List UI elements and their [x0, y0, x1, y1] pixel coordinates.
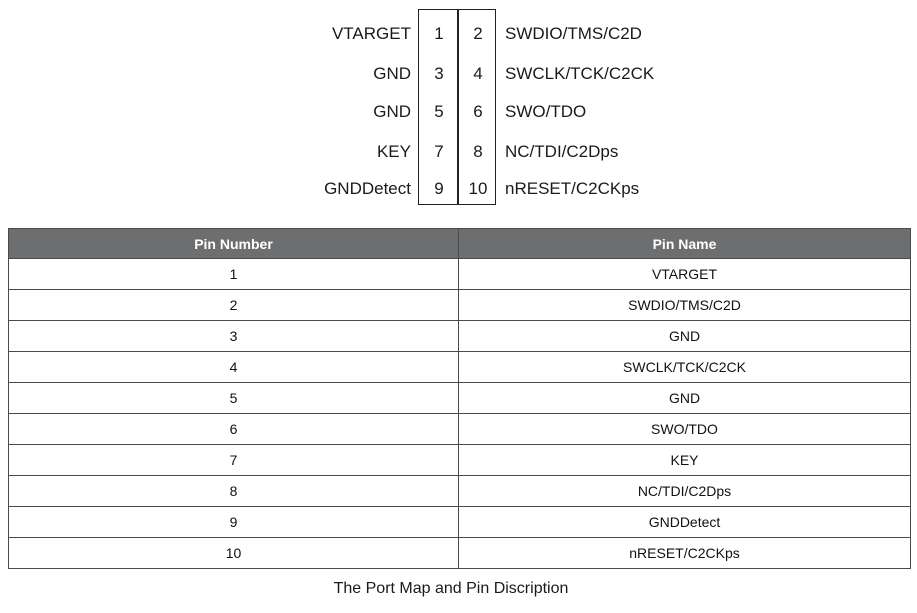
pin-9-number: 9 — [434, 179, 444, 198]
pin-5-number: 5 — [434, 102, 444, 121]
table-row — [9, 414, 911, 445]
pin-name-cell: SWCLK/TCK/C2CK — [459, 352, 911, 383]
pin-row-3-4 — [0, 54, 917, 93]
table-row — [9, 445, 911, 476]
table-row — [9, 507, 911, 538]
pin-1-number: 1 — [434, 24, 444, 43]
table-row — [9, 383, 911, 414]
connector-pinout-diagram — [0, 9, 917, 207]
pin-4-label: SWCLK/TCK/C2CK — [505, 64, 655, 83]
pin-name-cell: SWO/TDO — [459, 414, 911, 445]
table-row — [9, 352, 911, 383]
pin-number-cell: 9 — [9, 507, 459, 538]
pin-number-cell: 5 — [9, 383, 459, 414]
pin-number-cell: 2 — [9, 290, 459, 321]
column-header-pin-number: Pin Number — [9, 229, 459, 259]
pin-7-number: 7 — [434, 142, 444, 161]
table-row — [9, 290, 911, 321]
pin-4-number: 4 — [473, 64, 483, 83]
pin-10-number: 10 — [468, 179, 488, 198]
pin-row-7-8 — [0, 132, 917, 171]
pin-name-cell: nRESET/C2CKps — [459, 538, 911, 569]
pin-name-cell: SWDIO/TMS/C2D — [459, 290, 911, 321]
pin-number-cell: 6 — [9, 414, 459, 445]
pin-7-label: KEY — [376, 142, 411, 161]
pin-row-1-2 — [0, 14, 917, 53]
figure-caption: The Port Map and Pin Discription — [333, 580, 569, 597]
pin-6-label: SWO/TDO — [505, 102, 587, 121]
pin-8-number: 8 — [473, 142, 483, 161]
pin-2-label: SWDIO/TMS/C2D — [505, 24, 642, 43]
pin-3-number: 3 — [434, 64, 444, 83]
pin-number-cell: 7 — [9, 445, 459, 476]
pin-description-table — [8, 228, 911, 569]
pin-name-cell: NC/TDI/C2Dps — [459, 476, 911, 507]
pin-number-cell: 4 — [9, 352, 459, 383]
pin-row-9-10 — [0, 169, 917, 208]
pin-name-cell: KEY — [459, 445, 911, 476]
table-row — [9, 259, 911, 290]
pin-row-5-6 — [0, 92, 917, 131]
table-row — [9, 321, 911, 352]
pin-6-number: 6 — [473, 102, 483, 121]
pin-number-cell: 8 — [9, 476, 459, 507]
pin-name-cell: VTARGET — [459, 259, 911, 290]
pin-name-cell: GNDDetect — [459, 507, 911, 538]
pin-2-number: 2 — [473, 24, 483, 43]
table-row — [9, 538, 911, 569]
pin-3-label: GND — [373, 64, 411, 83]
pin-8-label: NC/TDI/C2Dps — [505, 142, 619, 161]
table-row — [9, 476, 911, 507]
pin-1-label: VTARGET — [331, 24, 411, 43]
pin-5-label: GND — [373, 102, 411, 121]
pin-name-cell: GND — [459, 383, 911, 414]
column-header-pin-name: Pin Name — [459, 229, 911, 259]
pin-name-cell: GND — [459, 321, 911, 352]
pin-number-cell: 1 — [9, 259, 459, 290]
table-header-row — [9, 229, 911, 259]
pin-number-cell: 10 — [9, 538, 459, 569]
pin-10-label: nRESET/C2CKps — [505, 179, 640, 198]
pin-number-cell: 3 — [9, 321, 459, 352]
pin-9-label: GNDDetect — [324, 179, 411, 198]
